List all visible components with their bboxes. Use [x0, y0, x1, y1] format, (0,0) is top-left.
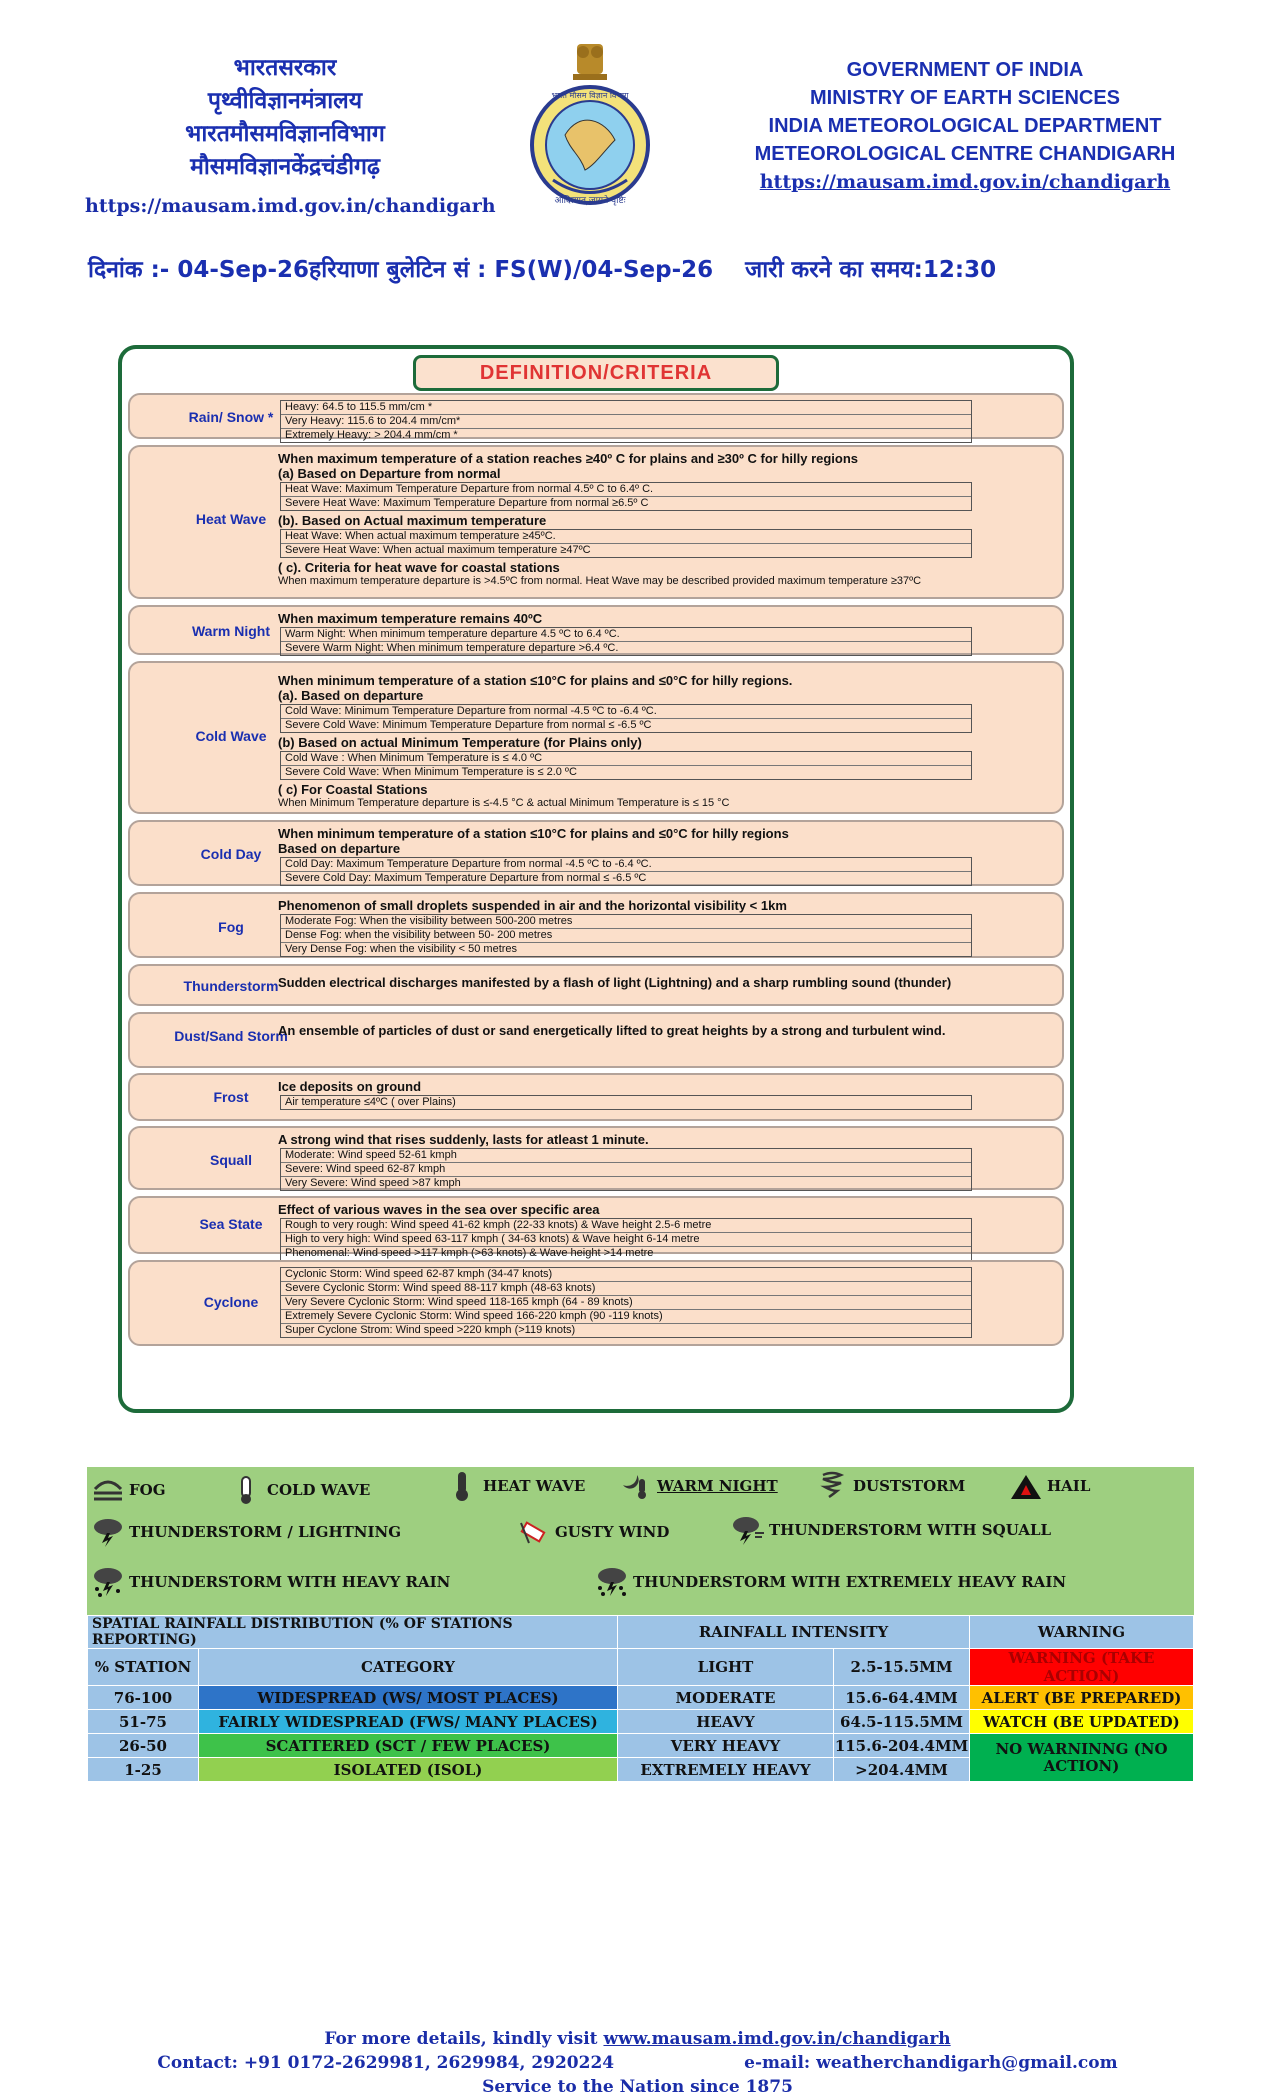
definition-row — [128, 1196, 1064, 1259]
criteria-box-line: Warm Night: When minimum temperature departure 4.5 ºC to 6.4 ºC. — [281, 628, 971, 642]
definition-row-body — [278, 451, 1012, 588]
definition-row — [128, 1260, 1064, 1346]
criteria-heading: (b). Based on Actual maximum temperature — [278, 513, 547, 528]
criteria-heading: ( c) For Coastal Stations — [278, 782, 428, 797]
criteria-box-line: Phenomenal: Wind speed >117 kmph (>63 knots) & Wave height >14 metre — [285, 1247, 654, 1259]
definition-row-body — [278, 611, 1012, 658]
criteria-heading: (a) Based on Departure from normal — [278, 466, 501, 481]
criteria-box-line: Cyclonic Storm: Wind speed 62-87 kmph (34-47 knots) — [281, 1268, 971, 1282]
criteria-box-line: Very Severe: Wind speed >87 kmph — [285, 1177, 461, 1189]
criteria-box — [280, 1095, 972, 1110]
col-station-header: % STATION — [88, 1649, 199, 1686]
definition-row-label: Rain/ Snow * — [188, 409, 274, 425]
warm-night-icon — [619, 1471, 653, 1501]
criteria-heading: An ensemble of particles of dust or sand energetically lifted to great heights by a strong and turbulent wind. — [278, 1023, 946, 1038]
hot-thermometer-icon — [445, 1471, 479, 1501]
hail-icon — [1009, 1471, 1043, 1501]
criteria-box-line: Moderate Fog: When the visibility between 500-200 metres — [281, 915, 971, 929]
criteria-box-line: Severe Cold Wave: Minimum Temperature Departure from normal ≤ -6.5 ºC — [285, 719, 652, 731]
intensity-extremely-heavy: EXTREMELY HEAVY — [618, 1758, 834, 1782]
criteria-heading: When minimum temperature of a station ≤10°C for plains and ≤0°C for hilly regions. — [278, 673, 793, 688]
legend-thunderstorm-heavy-rain: THUNDERSTORM WITH HEAVY RAIN — [91, 1567, 450, 1597]
criteria-box — [280, 482, 972, 511]
criteria-box-line: Heat Wave: When actual maximum temperature ≥45ºC. — [281, 530, 971, 544]
criteria-box-line: Very Severe Cyclonic Storm: Wind speed 118-165 kmph (64 - 89 knots) — [281, 1296, 971, 1310]
hindi-line-3: भारतमौसमविज्ञानविभाग — [185, 121, 385, 147]
english-line-3: INDIA METEOROLOGICAL DEPARTMENT — [768, 115, 1162, 137]
definition-row-label: Sea State — [199, 1216, 263, 1232]
criteria-box-line: Very Dense Fog: when the visibility < 50 metres — [285, 943, 518, 955]
criteria-box — [280, 704, 972, 733]
hindi-line-1: भारतसरकार — [233, 55, 337, 81]
intensity-header: RAINFALL INTENSITY — [618, 1616, 970, 1649]
english-header — [735, 56, 1195, 196]
station-1-25: 1-25 — [88, 1758, 199, 1782]
definition-row-label: Heat Wave — [195, 511, 267, 527]
criteria-box-line: Dense Fog: when the visibility between 50- 200 metres — [281, 929, 971, 943]
definition-row — [128, 605, 1064, 655]
criteria-heading: (a). Based on departure — [278, 688, 424, 703]
svg-text:आदित्यात् जायते वृष्टिः: आदित्यात् जायते वृष्टिः — [554, 196, 626, 206]
criteria-heading: Based on departure — [278, 841, 401, 856]
definition-title: DEFINITION/CRITERIA — [413, 355, 779, 391]
criteria-box — [280, 751, 972, 780]
english-line-1: GOVERNMENT OF INDIA — [846, 59, 1084, 81]
definition-row — [128, 1012, 1064, 1068]
english-line-2: MINISTRY OF EARTH SCIENCES — [809, 87, 1121, 109]
definition-row-body — [278, 1266, 1012, 1340]
hindi-header — [85, 52, 496, 223]
criteria-box — [280, 400, 972, 443]
definition-row-body — [278, 975, 1012, 990]
cold-thermometer-icon — [229, 1475, 263, 1505]
imd-emblem — [525, 40, 655, 210]
legend-thunderstorm-squall: THUNDERSTORM WITH SQUALL — [731, 1515, 1051, 1545]
criteria-heading: When maximum temperature remains 40ºC — [278, 611, 543, 626]
intensity-heavy: HEAVY — [618, 1710, 834, 1734]
criteria-text: When Minimum Temperature departure is ≤-4.5 °C & actual Minimum Temperature is ≤ 15 °C — [278, 797, 730, 809]
criteria-heading: (b) Based on actual Minimum Temperature (for Plains only) — [278, 735, 642, 750]
bulletin-date-line: दिनांक :- 04-Sep-26हरियाणा बुलेटिन सं : FS(W)/04-Sep-26 जारी करने का समय:12:30 — [88, 257, 997, 283]
footer-contact-line: Contact: +91 0172-2629981, 2629984, 2920224 e-mail: weatherchandigarh@gmail.com — [157, 2053, 1118, 2073]
definition-row — [128, 393, 1064, 439]
criteria-box-line: Severe: Wind speed 62-87 kmph — [281, 1163, 971, 1177]
criteria-box — [280, 627, 972, 656]
station-26-50: 26-50 — [88, 1734, 199, 1758]
footer-visit-line: For more details, kindly visit www.mausam.imd.gov.in/chandigarh — [324, 2029, 951, 2049]
legend-thunderstorm-extreme-rain: THUNDERSTORM WITH EXTREMELY HEAVY RAIN — [595, 1567, 1066, 1597]
intensity-very-heavy: VERY HEAVY — [618, 1734, 834, 1758]
definition-row — [128, 1126, 1064, 1190]
criteria-box — [280, 857, 972, 886]
weather-legend — [87, 1467, 1194, 1615]
definition-row-body — [278, 826, 1012, 888]
criteria-box-line: Severe Warm Night: When minimum temperature departure >6.4 ºC. — [285, 642, 619, 654]
thunderstorm-extreme-rain-icon — [595, 1567, 629, 1597]
definition-row-label: Thunderstorm — [183, 978, 279, 994]
definition-row — [128, 1073, 1064, 1121]
legend-warm-night: WARM NIGHT — [619, 1471, 778, 1501]
thunderstorm-lightning-icon — [91, 1517, 125, 1547]
criteria-box-line: High to very high: Wind speed 63-117 kmph ( 34-63 knots) & Wave height 6-14 metre — [281, 1233, 971, 1247]
definition-row — [128, 661, 1064, 814]
definition-row-label: Cold Wave — [195, 728, 267, 744]
criteria-box-line: Air temperature ≤4ºC ( over Plains) — [285, 1096, 456, 1108]
definition-row-body — [278, 1132, 1012, 1193]
footer-email[interactable]: e-mail: weatherchandigarh@gmail.com — [744, 2053, 1118, 2073]
range-extremely-heavy: >204.4MM — [834, 1758, 970, 1782]
thunderstorm-heavy-rain-icon — [91, 1567, 125, 1597]
footer — [0, 2027, 1275, 2099]
rainfall-table — [87, 1615, 1194, 1779]
criteria-box-line: Heavy: 64.5 to 115.5 mm/cm * — [281, 401, 971, 415]
warning-header: WARNING — [970, 1616, 1194, 1649]
criteria-box-line: Rough to very rough: Wind speed 41-62 kmph (22-33 knots) & Wave height 2.5-6 metre — [281, 1219, 971, 1233]
criteria-box-line: Cold Day: Maximum Temperature Departure from normal -4.5 ºC to -6.4 ºC. — [281, 858, 971, 872]
criteria-heading: Phenomenon of small droplets suspended in air and the horizontal visibility < 1km — [278, 898, 787, 913]
criteria-box — [280, 1148, 972, 1191]
criteria-box-line: Cold Wave : When Minimum Temperature is ≤ 4.0 ºC — [281, 752, 971, 766]
criteria-box-line: Heat Wave: Maximum Temperature Departure from normal 4.5º C to 6.4º C. — [281, 483, 971, 497]
hindi-url-link[interactable]: https://mausam.imd.gov.in/chandigarh — [85, 195, 496, 217]
range-light: 2.5-15.5MM — [834, 1649, 970, 1686]
criteria-box-line: Severe Cyclonic Storm: Wind speed 88-117 kmph (48-63 knots) — [281, 1282, 971, 1296]
definition-row-body — [278, 1202, 1012, 1263]
hindi-line-4: मौसमविज्ञानकेंद्रचंडीगढ़ — [190, 154, 380, 180]
hindi-line-2: पृथ्वीविज्ञानमंत्रालय — [207, 88, 363, 114]
definition-row-label: Fog — [218, 919, 244, 935]
legend-gusty-wind: GUSTY WIND — [517, 1517, 669, 1547]
criteria-heading: Sudden electrical discharges manifested by a flash of light (Lightning) and a sharp rumbling sound (thunder) — [278, 975, 952, 990]
definition-row-label: Squall — [209, 1152, 252, 1168]
definition-row-body — [278, 1079, 1012, 1112]
range-heavy: 64.5-115.5MM — [834, 1710, 970, 1734]
criteria-box — [280, 1218, 972, 1261]
warning-orange: ALERT (BE PREPARED) — [970, 1686, 1194, 1710]
definition-row — [128, 964, 1064, 1006]
criteria-box-line: Severe Heat Wave: When actual maximum temperature ≥47ºC — [285, 544, 591, 556]
criteria-box-line: Very Heavy: 115.6 to 204.4 mm/cm* — [281, 415, 971, 429]
footer-url-link[interactable]: www.mausam.imd.gov.in/chandigarh — [603, 2029, 951, 2049]
duststorm-icon — [815, 1471, 849, 1501]
category-fairly-widespread: FAIRLY WIDESPREAD (FWS/ MANY PLACES) — [199, 1710, 618, 1734]
criteria-box — [280, 529, 972, 558]
gusty-wind-icon — [517, 1517, 551, 1547]
definition-row — [128, 820, 1064, 886]
thunderstorm-squall-icon — [731, 1515, 765, 1545]
criteria-heading: A strong wind that rises suddenly, lasts for atleast 1 minute. — [278, 1132, 649, 1147]
definition-row-label: Cyclone — [203, 1294, 259, 1310]
footer-tagline: Service to the Nation since 1875 — [482, 2077, 793, 2097]
station-76-100: 76-100 — [88, 1686, 199, 1710]
definition-row-body — [278, 673, 1012, 810]
svg-text:भारत मौसम विज्ञान विभाग: भारत मौसम विज्ञान विभाग — [551, 91, 629, 100]
definition-row-label: Dust/Sand Storm — [174, 1028, 288, 1044]
station-51-75: 51-75 — [88, 1710, 199, 1734]
criteria-heading: Effect of various waves in the sea over specific area — [278, 1202, 600, 1217]
criteria-box-line: Super Cyclone Strom: Wind speed >220 kmph (>119 knots) — [285, 1324, 576, 1336]
category-scattered: SCATTERED (SCT / FEW PLACES) — [199, 1734, 618, 1758]
criteria-box — [280, 914, 972, 957]
range-moderate: 15.6-64.4MM — [834, 1686, 970, 1710]
category-widespread: WIDESPREAD (WS/ MOST PLACES) — [199, 1686, 618, 1710]
criteria-box-line: Extremely Severe Cyclonic Storm: Wind speed 166-220 kmph (90 -119 knots) — [281, 1310, 971, 1324]
criteria-box-line: Severe Heat Wave: Maximum Temperature Departure from normal ≥6.5º C — [285, 497, 649, 509]
legend-fog: FOG — [91, 1475, 166, 1505]
definition-row — [128, 892, 1064, 958]
warning-yellow: WATCH (BE UPDATED) — [970, 1710, 1194, 1734]
definition-row — [128, 445, 1064, 599]
criteria-heading: Ice deposits on ground — [278, 1079, 422, 1094]
intensity-light: LIGHT — [618, 1649, 834, 1686]
fog-icon — [91, 1475, 125, 1505]
definition-row-label: Warm Night — [191, 623, 271, 639]
criteria-box-line: Severe Cold Wave: When Minimum Temperature is ≤ 2.0 ºC — [285, 766, 577, 778]
legend-duststorm: DUSTSTORM — [815, 1471, 965, 1501]
english-line-4: METEOROLOGICAL CENTRE CHANDIGARH — [754, 143, 1176, 165]
criteria-box-line: Severe Cold Day: Maximum Temperature Departure from normal ≤ -6.5 ºC — [285, 872, 647, 884]
col-category-header: CATEGORY — [199, 1649, 618, 1686]
category-isolated: ISOLATED (ISOL) — [199, 1758, 618, 1782]
intensity-moderate: MODERATE — [618, 1686, 834, 1710]
legend-cold-wave: COLD WAVE — [229, 1475, 370, 1505]
criteria-box-line: Cold Wave: Minimum Temperature Departure from normal -4.5 ºC to -6.4 ºC. — [281, 705, 971, 719]
definition-row-label: Frost — [213, 1089, 249, 1105]
definition-row-body — [278, 898, 1012, 959]
range-very-heavy: 115.6-204.4MM — [834, 1734, 970, 1758]
criteria-heading: When minimum temperature of a station ≤10°C for plains and ≤0°C for hilly regions — [278, 826, 789, 841]
criteria-box-line: Moderate: Wind speed 52-61 kmph — [281, 1149, 971, 1163]
criteria-box-line: Extremely Heavy: > 204.4 mm/cm * — [285, 429, 458, 441]
legend-thunderstorm-lightning: THUNDERSTORM / LIGHTNING — [91, 1517, 401, 1547]
legend-hail: HAIL — [1009, 1471, 1090, 1501]
criteria-heading: ( c). Criteria for heat wave for coastal stations — [278, 560, 560, 575]
criteria-box — [280, 1267, 972, 1338]
definition-row-body — [278, 1023, 1012, 1038]
legend-heat-wave: HEAT WAVE — [445, 1471, 585, 1501]
criteria-heading: When maximum temperature of a station reaches ≥40º C for plains and ≥30º C for hilly regions — [278, 451, 859, 466]
spatial-header: SPATIAL RAINFALL DISTRIBUTION (% OF STATIONS REPORTING) — [88, 1616, 618, 1649]
definition-row-label: Cold Day — [200, 846, 262, 862]
english-url-link[interactable]: https://mausam.imd.gov.in/chandigarh — [759, 171, 1171, 193]
warning-green: NO WARNINNG (NO ACTION) — [970, 1734, 1194, 1782]
definition-row-body — [278, 399, 1012, 445]
warning-red: WARNING (TAKE ACTION) — [970, 1649, 1194, 1686]
criteria-text: When maximum temperature departure is >4.5ºC from normal. Heat Wave may be described provided maximum temperature ≥37ºC — [278, 575, 922, 587]
